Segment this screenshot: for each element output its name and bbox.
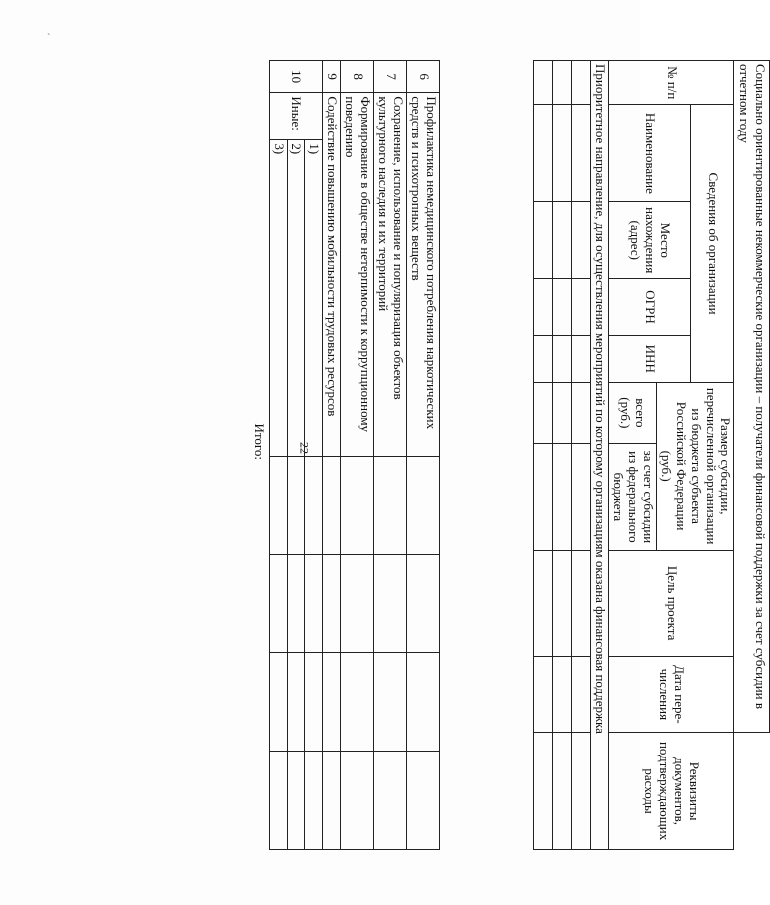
other-item: 3) xyxy=(271,143,287,155)
table-row xyxy=(341,61,374,850)
header-ogrn: ОГРН xyxy=(609,279,692,336)
row-number: 10 xyxy=(269,61,323,93)
row-number: 8 xyxy=(341,61,374,93)
row-text: Сохранение, использование и популяризация объектов культурного наследия и их территорий xyxy=(374,93,407,456)
header-name: Наименование xyxy=(609,105,692,202)
header-docs: Реквизиты документов, подтверждающих расходы xyxy=(609,733,735,850)
header-location: Место нахождения (адрес) xyxy=(609,202,692,279)
table-row xyxy=(305,61,323,850)
table-row xyxy=(374,61,407,850)
table-row xyxy=(572,61,591,850)
row-number: 9 xyxy=(323,61,341,93)
recipients-table xyxy=(533,60,770,850)
total-label: Итого: xyxy=(251,423,267,460)
table-row xyxy=(534,61,553,850)
header-subsidy: Размер субсидии, перечисленной организации из бюджета субъекта Российской Федерации (руб.) xyxy=(656,382,734,550)
row-number: 7 xyxy=(374,61,407,93)
table2-sheet xyxy=(520,60,770,850)
priority-row: Приоритетное направление, для осуществления мероприятий по которому организациям оказана финансовая поддержка xyxy=(591,61,609,850)
other-item: 2) xyxy=(287,140,305,456)
table-row xyxy=(407,61,440,850)
page-number: 22 xyxy=(297,442,312,454)
row-text: Профилактика немедицинского потребления наркотических средств и психотропных веществ xyxy=(407,93,440,456)
header-num: № п/п xyxy=(609,61,735,105)
table-row xyxy=(553,61,572,850)
row-number: 6 xyxy=(407,61,440,93)
other-label: Иные: xyxy=(270,93,323,140)
priorities-table xyxy=(269,60,440,850)
section-heading: Социально ориентированные некоммерческие организации – получатели финансовой поддержки за счет субсидии в отчетном году xyxy=(734,61,770,733)
table-row xyxy=(323,61,341,850)
header-total: всего (руб.) xyxy=(609,382,657,444)
header-date: Дата пере-числения xyxy=(609,656,735,733)
header-org-info: Сведения об организации xyxy=(691,105,734,382)
row-text: Содействие повышению мобильности трудовых ресурсов xyxy=(323,93,341,456)
table1-sheet xyxy=(250,60,440,850)
row-text: Формирование в обществе нетерпимости к коррупционному поведению xyxy=(341,93,374,456)
scan-mark: ` xyxy=(47,33,51,44)
header-federal: за счет субсидии из федерального бюджета xyxy=(609,444,657,551)
header-goal: Цель проекта xyxy=(609,550,735,656)
other-item: 1) xyxy=(305,140,322,456)
header-inn: ИНН xyxy=(609,335,692,382)
